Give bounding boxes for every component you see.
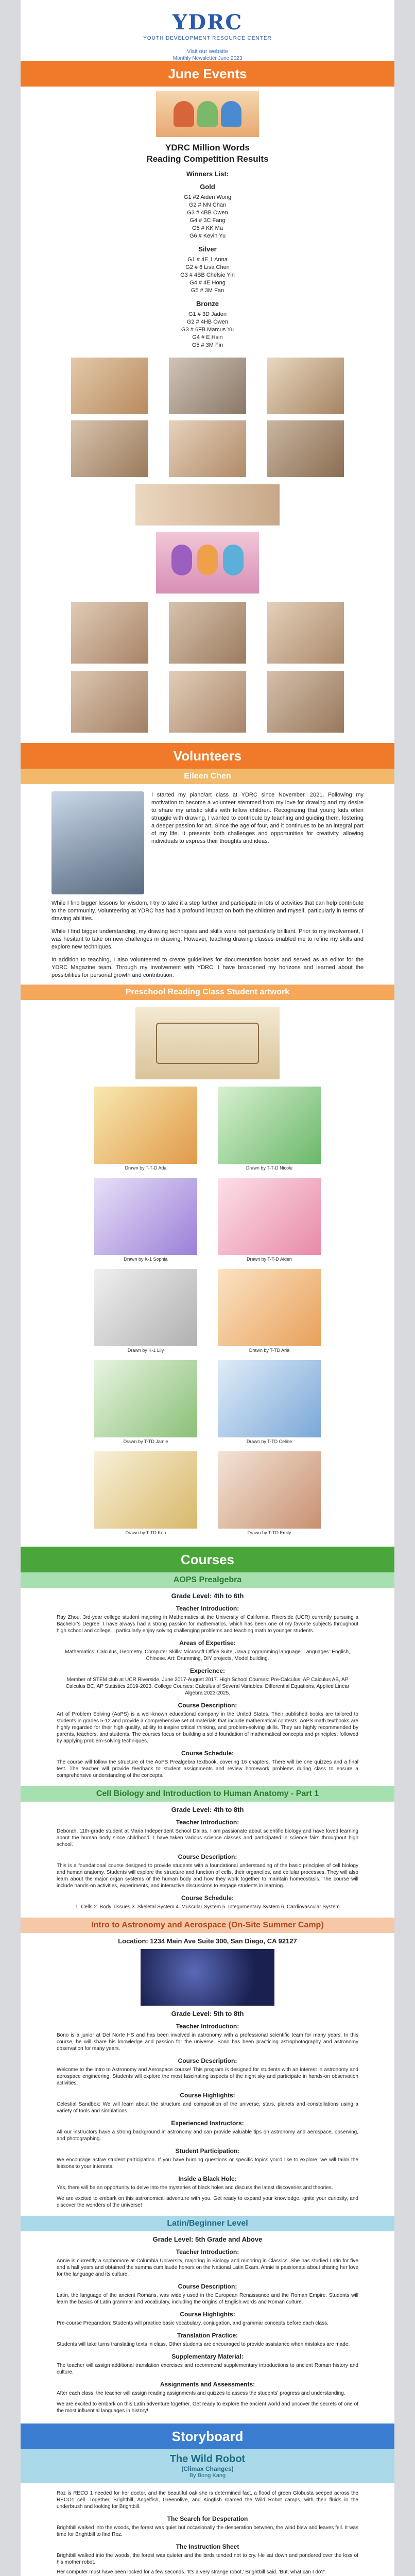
event-photo [169,671,246,733]
reading-competition-title: YDRC Million Words Reading Competition Results [146,143,269,164]
course-grade: Grade Level: 5th Grade and Above [152,2235,263,2243]
artwork-item [218,1451,321,1535]
course-section-text: Bono is a junior at Del Norte HS and has been involved in astronomy with a professional scientific team for many years. In this course, he will share his knowledge and passion for the universe. Bono has been practicing astrophotography and astronomy observation for many years. [57,2032,358,2052]
course-section-head: Course Description: [178,2057,237,2064]
course-section-head: Course Description: [178,2283,237,2290]
artwork-title: Preschool Reading Class Student artwork [125,988,290,996]
artwork-caption: Drawn by T-TD Emily [247,1530,291,1535]
course-sub-bar-aops [21,1572,394,1588]
artwork-sub-bar [21,985,394,1000]
section-title: June Events [168,65,247,81]
volunteer-paragraph: While I find bigger lessons for wisdom, I try to take it a step further and participate in lots of activities that can help contribute to the community. Volunteering at YDRC has had a profound impact on both the children and myself, particularly in terms of drawing abilities. [51,900,364,922]
course-section-head: Course Highlights: [180,2092,235,2099]
section-bar-courses [21,1547,394,1572]
artwork-item [218,1087,321,1171]
artwork-caption: Drawn by T-T-D Ada [125,1165,167,1171]
artwork-item [218,1269,321,1353]
artwork-item [94,1178,197,1262]
course-section-text: Art of Problem Solving (AoPS) is a well-known educational company in the United States. Their published books are tailored to students in grades 5-12 and provide a comprehensive set of materials that include mathematical contests. AoPS math textbooks are highly regarded for their high quality, ability to inspire critical thinking, and problem-solving skills. They are highly recommended by parents, teachers, and students. The courses focus on building a solid foundation of mathematical concepts and principles, followed by applying problem-solving techniques. [57,1711,358,1744]
artwork-caption: Drawn by T-T-D Aiden [247,1257,292,1262]
artwork-image [218,1360,321,1437]
event-photos-row-3 [21,602,394,664]
event-photo [169,420,246,477]
list-item: G5 # 3M Fan [191,287,224,294]
event-photo [169,602,246,664]
course-section-text: Welcome to the Intro to Astronomy and Aerospace course! This program is designed for students with an interest in astronomy and aerospace engineering. Students will explore the most fascinating aspects of the night sky and participate in hands-on observation activities. [57,2067,358,2086]
list-item: G3 # 6FB Marcus Yu [181,327,234,333]
volunteer-name-bar [21,769,394,784]
story-paragraph: Roz is RECO 1 needed for her doctor, and the beautiful oak she is determined fact, a flood of green Globusta seeped across the RECO1 cell. Together, Brightbill, Angelfish, Greenolive, and Kingfish roamed the Wild Robot camps, with their fluids in the underbrush and looking for Brightbill. [57,2490,358,2510]
course-section-text: Member of STEM club at UCR Riverside, June 2017-August 2017. High School Courses: Pre-Calculus, AP Calculus AB, AP Calculus BC, AP Statistics 2019-2023. College Courses: Calculus of Several Variables, Differential Equations, Applied Linear Algebra 2023-2025. [65,1677,350,1696]
artwork-caption: Drawn by K-1 Lily [127,1348,164,1353]
event-photo [267,671,344,733]
volunteer-intro-text: I started my piano/art class at YDRC since November, 2021. Following my motivation to become a volunteer stemmed from my love for drawing and my desire to share my artistic skills with fellow children. Recognizing that young kids often struggle with drawing, I wanted to contribute by teaching and guiding them, fostering a deeper passion for art. Since the age of four, and it continues to be an integral part of my life. It presents both challenges and opportunities for creativity, allowing individuals to express their thoughts and ideas. [151,792,364,844]
silver-label: Silver [198,245,217,253]
course-location: Location: 1234 Main Ave Suite 300, San Diego, CA 92127 [118,1937,297,1945]
book-title: The Wild Robot [169,2453,246,2465]
course-section-text: We encourage active student participation. If you have burning questions or specific topics you'd like to explore, we will tailor the lessons to your interests. [57,2157,358,2170]
newsletter-header [21,0,394,61]
course-grade: Grade Level: 4th to 6th [171,1592,244,1600]
list-item: G1 #2 Aiden Wong [183,194,232,200]
logo-subtitle: YOUTH DEVELOPMENT RESOURCE CENTER [143,36,272,41]
artwork-item [218,1178,321,1262]
volunteer-story [21,900,394,979]
course-section-text: Latin, the language of the ancient Romans, was widely used in the European Renaissance and the Roman Empire. Students will learn the basics of Latin grammar and vocabulary, including the origins of English words and Roman culture. [57,2293,358,2305]
artwork-row [21,1269,394,1353]
list-item: G2 # NN Chan [188,202,227,208]
course-section-head: Course Description: [178,1702,237,1709]
course-name: Cell Biology and Introduction to Human Anatomy - Part 1 [96,1789,319,1798]
artwork-image [94,1451,197,1529]
event-photo [169,358,246,414]
reading-mascot-image [156,532,259,594]
artwork-item [94,1360,197,1444]
story-section-head: The Search for Desperation [167,2515,248,2522]
section-title: Courses [180,1551,235,1567]
artwork-image [218,1087,321,1164]
artwork-image [218,1451,321,1529]
course-section-text: Ray Zhou, 3rd-year college student majoring in Mathematics at the University of California, Riverside (UCR) currently pursuing a Bachelor's Degree. I have always had a strong passion for mathematics, which has been one of my favorite subjects throughout high school and college. I particularly enjoy solving challenging problems and teaching math to younger students. [57,1615,358,1634]
course-section-head: Inside a Black Hole: [178,2175,237,2182]
artwork-caption: Drawn by T-TD Jamie [123,1439,168,1444]
volunteer-paragraph: In addition to teaching, I also volunteered to create guidelines for documentation books and served as an editor for the YDRC Magazine team. Through my involvement with YDRC, I have broadened my horizons and learned about the possibilities for personal growth and contribution. [51,957,364,978]
list-item: G3 # 4BB Owen [187,210,228,216]
bronze-label: Bronze [196,300,219,308]
volunteer-paragraph: While I find bigger understanding, my drawing techniques and skills were not particularly brilliant. Prior to my involvement, I was hesitant to take on new challenges in drawing. However, teaching drawing classes enabled me to refine my skills and explore new techniques. [51,928,364,950]
artwork-row [21,1360,394,1444]
list-item: G6 # Kevin Yu [189,233,226,239]
event-photos-row-4 [21,671,394,733]
volunteer-intro [21,791,394,894]
course-section-text: Yes, there will be an opportunity to delve into the mysteries of black holes and discuss the latest discoveries and theories. [57,2185,333,2191]
artwork-caption: Drawn by T-TD Aria [249,1348,290,1353]
course-section-text: Celestial Sandbox: We will learn about the structure and composition of the universe, stars, planets and constellations using a variety of tools and simulations. [57,2102,358,2114]
course-section-head: Supplementary Material: [171,2353,244,2360]
course-section-text: Annie is currently a sophomore at Columbia University, majoring in Biology and minoring in Classics. She has studied Latin for five and a half years and obtained the summa cum laude honors on the National Latin Exam. Annie is passionate about sharing her love for the language and its culture. [57,2258,358,2277]
story-paragraph: Brightbill walked into the woods, the forest was quiet but occasionally the desperation between, the wind blew and leaves fell. It was time for Brightbill to find Roz. [57,2525,358,2537]
list-item: G3 # 4BB Chelsie Yin [180,272,235,278]
event-photo [71,420,148,477]
artwork-image [94,1087,197,1164]
winners-list-label: Winners List: [186,170,229,178]
course-section-text: This is a foundational course designed to provide students with a foundational understanding of the basic principles of cell biology and human anatomy. Students will explore the structure and function of cells, their organelles, and cellular processes. They will also learn about the major organ systems of the human body and how they work together to maintain homeostasis. The course will include hands-on activities, experiments, and interactive discussions to engage students in learning. [57,1863,358,1889]
artwork-item [94,1451,197,1535]
course-section-head: Areas of Expertise: [179,1639,236,1647]
list-item: G2 # 6 Lisa Chen [185,264,230,270]
course-section-text: Pre-course Preparation: Students will practice basic vocabulary, conjugation, and grammar concepts before each class. [57,2320,328,2326]
event-photos-row-1 [21,358,394,414]
course-section-head: Teacher Introduction: [176,2023,239,2030]
course-section-head: Experience: [189,1667,226,1674]
course-closing-text: We are excited to embark on this astronomical adventure with you. Get ready to expand your knowledge, ignite your curiosity, and discover the wonders of the universe! [57,2196,358,2208]
event-photo [71,358,148,414]
gold-winners-list [21,194,394,240]
course-sub-bar-astronomy [21,1918,394,1933]
artwork-feature-image [135,1007,280,1079]
event-group-photo [135,484,280,526]
course-name: Intro to Astronomy and Aerospace (On-Site Summer Camp) [91,1921,324,1929]
course-closing-text: We are excited to embark on this Latin adventure together. Get ready to explore the ancient world and uncover the secrets of one of the most influential languages in history! [57,2401,358,2414]
course-name: AOPS Prealgebra [173,1575,242,1584]
list-item: G5 # 3M Fin [192,342,223,348]
course-section-text: Mathematics: Calculus, Geometry. Computer Skills: Microsoft Office Suite, Java programming language. Languages: English, Chinese. Art: Drumming, DIY projects, Model building. [65,1649,350,1662]
section-bar-volunteers [21,743,394,769]
course-section-head: Teacher Introduction: [176,1819,239,1826]
course-section-head: Course Schedule: [181,1894,234,1902]
logo-text: YDRC [172,10,243,35]
course-section-head: Teacher Introduction: [176,1605,239,1612]
course-section-text: All our instructors have a strong background in astronomy and can provide valuable tips on astronomy and aerospace, observing, and photographing. [57,2129,358,2142]
event-banner-image [156,91,259,137]
newsletter-page [21,0,394,2576]
artwork-item [94,1269,197,1353]
artwork-item [218,1360,321,1444]
course-section-text: 1. Cells 2. Body Tissues 3. Skeletal System 4. Muscular System 5. Integumentary System 6. Cardiovascular System [75,1904,340,1910]
gold-label: Gold [200,183,215,191]
section-bar-storyboard [21,2424,394,2449]
course-sub-bar-biology [21,1786,394,1802]
book-author: By Bong Kang [189,2472,226,2479]
list-item: G4 # E Hsin [192,334,223,341]
course-grade: Grade Level: 5th to 8th [171,2010,244,2018]
artwork-image [94,1360,197,1437]
course-sub-bar-latin [21,2216,394,2231]
list-item: G4 # 3C Fang [189,217,226,224]
volunteer-photo [51,791,144,894]
section-title: Storyboard [171,2428,244,2444]
artwork-caption: Drawn by T-T-D Nicole [246,1165,293,1171]
website-link[interactable]: Visit our website [187,48,228,55]
artwork-row [21,1178,394,1262]
event-photo [267,358,344,414]
event-photos-row-2 [21,420,394,477]
course-section-text: Deborah, 11th-grade student at Maria Independent School Dallas. I am passionate about scientific biology and have loved learning about the human body since childhood. I have taken various science classes and participated in science fairs throughout high school. [57,1828,358,1848]
section-title: Volunteers [173,748,242,764]
course-section-text: The teacher will assign additional translation exercises and recommend supplementary introductions to ancient Roman history and culture. [57,2363,358,2375]
list-item: G4 # 4E Hong [189,280,226,286]
course-section-text: The course will follow the structure of the AoPS Prealgebra textbook, covering 16 chapters. There will be one quizzes and a final test. The teacher will provide feedback to student assignments and review homework problems during class to ensure a comprehensive understanding of the concepts. [57,1759,358,1778]
book-subtitle: (Climax Changes) [181,2465,234,2472]
story-paragraph: Her computer must have been locked for a few seconds. 'It's a very strange robot,' Brightbill said. 'But, what can I do?' [57,2569,325,2575]
artwork-caption: Drawn by K-1 Sophia [124,1257,168,1262]
bronze-winners-list [21,311,394,349]
artwork-image [94,1269,197,1346]
course-section-head: Translation Practice: [177,2332,238,2339]
artwork-caption: Drawn by T-TD Celine [246,1439,292,1444]
event-photo [71,602,148,664]
list-item: G1 # 4E 1 Anna [187,257,228,263]
course-section-head: Course Highlights: [180,2311,235,2318]
course-grade: Grade Level: 4th to 8th [171,1806,244,1814]
course-section-head: Student Participation: [175,2147,240,2155]
course-section-head: Experienced Instructors: [171,2120,244,2127]
course-section-head: Course Schedule: [181,1750,234,1757]
course-section-text: After each class, the teacher will assign reading assignments and quizzes to assess the students' progress and understanding. [57,2391,345,2396]
list-item: G5 # KK Ma [192,225,223,231]
artwork-item [94,1087,197,1171]
artwork-image [218,1178,321,1255]
course-section-head: Teacher Introduction: [176,2248,239,2256]
course-section-head: Course Description: [178,1853,237,1860]
artwork-row [21,1451,394,1535]
publication-date: Monthly Newsletter June 2023 [172,56,243,61]
astronomy-image [141,1949,274,2006]
event-photo [267,602,344,664]
volunteer-name: Eileen Chen [184,772,231,781]
event-photo [267,420,344,477]
artwork-image [218,1269,321,1346]
ydrc-logo[interactable] [143,10,272,41]
story-section-head: The Instruction Sheet [176,2543,239,2550]
event-photo [71,671,148,733]
course-name: Latin/Beginner Level [167,2219,248,2228]
list-item: G1 # 3D Jaden [188,311,227,317]
artwork-image [94,1178,197,1255]
section-bar-june-events [21,61,394,87]
artwork-caption: Drawn by T-TD Ken [125,1530,166,1535]
course-section-text: Students will take turns translating texts in class. Other students are encouraged to provide assistance when mistakes are made. [57,2342,350,2347]
story-paragraph: Brightbill walked into the woods, the forest was quieter and the birds tended not to cry. He sat down and pondered over the loss of his mother robot. [57,2553,358,2565]
course-section-head: Assignments and Assessments: [160,2381,255,2388]
artwork-row [21,1087,394,1171]
list-item: G2 # 4HB Owen [186,319,229,325]
story-title-bar [21,2449,394,2483]
silver-winners-list [21,256,394,295]
